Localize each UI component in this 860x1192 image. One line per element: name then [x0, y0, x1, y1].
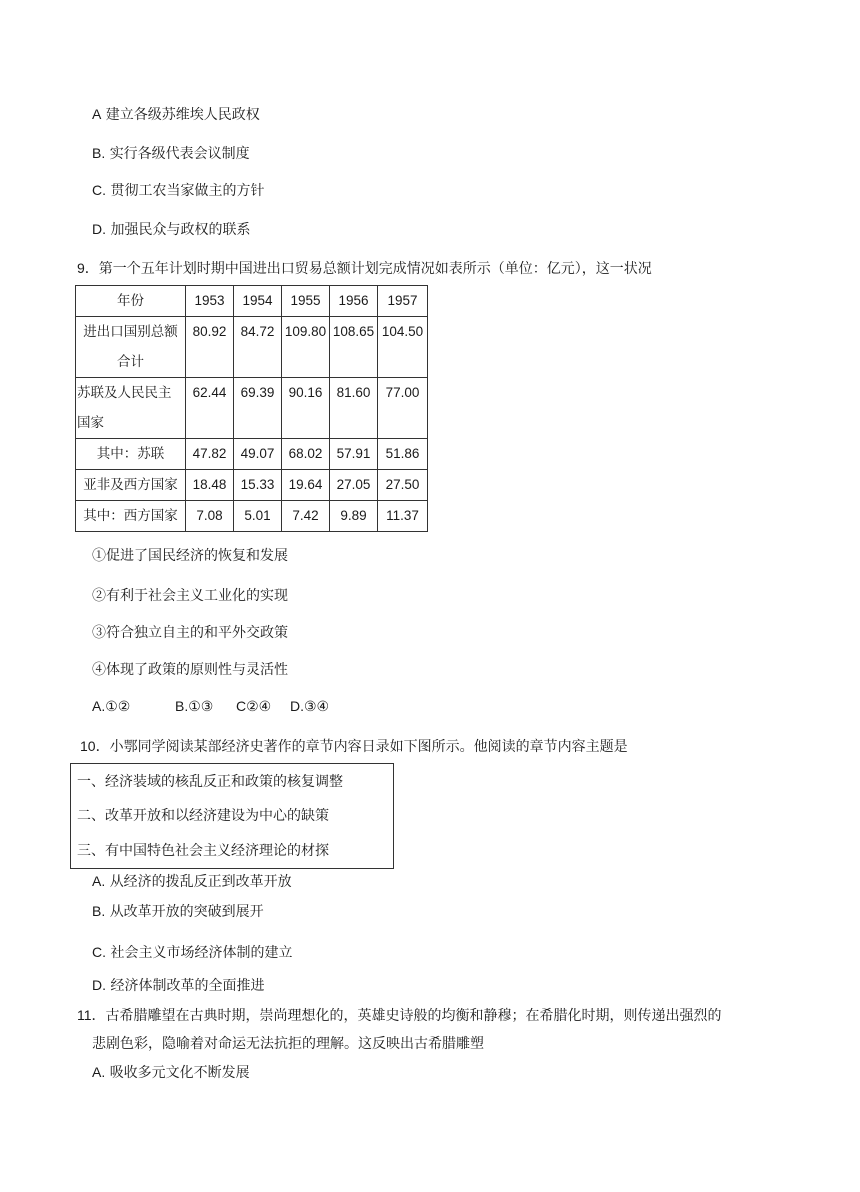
option-text: 贯彻工农当家做主的方针: [110, 183, 265, 199]
q8-option-c: [92, 180, 264, 200]
option-text: ②④: [246, 699, 272, 715]
option-letter: B.: [92, 903, 106, 919]
table-cell: 9.89: [330, 501, 378, 532]
option-letter: A: [92, 106, 102, 122]
question-number: 10．: [80, 738, 110, 754]
table-cell: 81.60: [330, 378, 378, 439]
table-cell: 15.33: [234, 470, 282, 501]
q8-option-d: [92, 219, 250, 239]
q9-choice-c: [236, 698, 271, 715]
question-text: 小鄂同学阅读某部经济史著作的章节内容日录如下图所示。他阅读的章节内容主题是: [109, 739, 628, 755]
option-text: ③④: [304, 699, 330, 715]
table-cell: 57.91: [330, 439, 378, 470]
option-letter: C.: [92, 944, 106, 960]
option-text: 从经济的拨乱反正到改革开放: [109, 874, 292, 890]
table-cell: 7.42: [282, 501, 330, 532]
table-header-cell: 1953: [186, 286, 234, 317]
table-cell: 62.44: [186, 378, 234, 439]
q9-stem: [77, 258, 652, 278]
table-cell: 27.50: [378, 470, 428, 501]
table-cell: 90.16: [282, 378, 330, 439]
option-text: 从改革开放的突破到展开: [109, 904, 264, 920]
question-number: 9．: [77, 260, 99, 276]
option-text: 社会主义市场经济体制的建立: [110, 945, 293, 961]
q9-choice-a: [92, 698, 130, 715]
table-cell: 19.64: [282, 470, 330, 501]
q11-stem-line-1: [77, 1005, 722, 1025]
option-letter: B.: [92, 145, 106, 161]
table-row-label: 其中：苏联: [76, 439, 186, 470]
table-row-label: 苏联及人民民主国家: [76, 378, 186, 439]
q9-statement-4: ④体现了政策的原则性与灵活性: [92, 662, 288, 678]
question-text: 第一个五年计划时期中国进出口贸易总额计划完成情况如表所示（单位：亿元），这一状况: [98, 261, 652, 277]
toc-item-2: 二、改革开放和以经济建设为中心的缺策: [77, 808, 329, 824]
table-cell: 11.37: [378, 501, 428, 532]
table-cell: 108.65: [330, 317, 378, 378]
option-text: 吸收多元文化不断发展: [109, 1065, 250, 1081]
trade-table: [75, 285, 428, 532]
table-row: [76, 378, 428, 439]
table-header-cell: 年份: [76, 286, 186, 317]
toc-item-1: 一、经济装域的核乱反正和政策的核复调整: [77, 774, 343, 790]
table-cell: 104.50: [378, 317, 428, 378]
q10-option-d: [92, 975, 264, 995]
table-header-cell: 1954: [234, 286, 282, 317]
option-text: ①③: [188, 699, 214, 715]
table-header-cell: 1955: [282, 286, 330, 317]
option-letter: D.: [92, 977, 106, 993]
q9-choice-d: [290, 698, 329, 715]
q9-statement-2: ②有利于社会主义工业化的实现: [92, 588, 288, 604]
table-cell: 77.00: [378, 378, 428, 439]
option-letter: A.: [92, 1064, 106, 1080]
table-cell: 84.72: [234, 317, 282, 378]
table-cell: 27.05: [330, 470, 378, 501]
option-text: 加强民众与政权的联系: [110, 222, 251, 238]
option-letter: D.: [290, 698, 304, 714]
table-row: [76, 501, 428, 532]
table-row-label: 进出口国别总额合计: [76, 317, 186, 378]
option-text: 实行各级代表会议制度: [109, 146, 250, 162]
q10-option-a: [92, 871, 292, 891]
table-cell: 5.01: [234, 501, 282, 532]
option-letter: C.: [92, 182, 106, 198]
q10-option-c: [92, 942, 292, 962]
table-cell: 109.80: [282, 317, 330, 378]
table-header-row: [76, 286, 428, 317]
option-letter: A.: [92, 873, 106, 889]
option-letter: A.: [92, 698, 106, 714]
table-cell: 51.86: [378, 439, 428, 470]
table-cell: 68.02: [282, 439, 330, 470]
table-cell: 18.48: [186, 470, 234, 501]
table-cell: 80.92: [186, 317, 234, 378]
q8-option-b: [92, 143, 250, 163]
option-letter: B.: [175, 698, 189, 714]
table-cell: 49.07: [234, 439, 282, 470]
table-cell: 69.39: [234, 378, 282, 439]
q10-option-b: [92, 901, 264, 921]
option-text: ①②: [105, 699, 131, 715]
q10-stem: [80, 736, 628, 756]
table-row: [76, 317, 428, 378]
table-header-cell: 1957: [378, 286, 428, 317]
table-header-cell: 1956: [330, 286, 378, 317]
option-text: 经济体制改革的全面推进: [110, 978, 265, 994]
option-letter: C: [236, 698, 247, 714]
option-text: 建立各级苏维埃人民政权: [105, 107, 260, 123]
table-cell: 7.08: [186, 501, 234, 532]
q8-option-a: [92, 104, 260, 124]
toc-item-3: 三、有中国特色社会主义经济理论的材探: [77, 843, 329, 859]
q9-choice-b: [175, 698, 213, 715]
q9-statement-3: ③符合独立自主的和平外交政策: [92, 625, 288, 641]
table-row-label: 亚非及西方国家: [76, 470, 186, 501]
q11-stem-line-2: 悲剧色彩，隐喻着对命运无法抗拒的理解。这反映出古希腊雕塑: [92, 1036, 484, 1052]
table-cell: 47.82: [186, 439, 234, 470]
question-number: 11．: [77, 1007, 106, 1023]
q11-option-a: [92, 1062, 250, 1082]
q9-statement-1: ①促进了国民经济的恢复和发展: [92, 548, 288, 564]
table-row: [76, 470, 428, 501]
table-row: [76, 439, 428, 470]
option-letter: D.: [92, 221, 106, 237]
question-text: 古希腊雕望在古典时期，崇尚理想化的，英雄史诗般的均衡和静穆；在希腊化时期，则传递出强烈的: [105, 1008, 722, 1024]
table-row-label: 其中：西方国家: [76, 501, 186, 532]
